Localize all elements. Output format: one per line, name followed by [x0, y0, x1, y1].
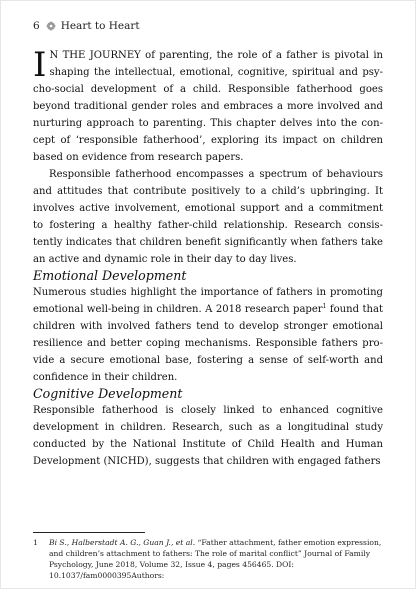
paragraph-emotional	[33, 284, 383, 386]
footnote-reference[interactable]: 1	[322, 303, 327, 310]
page-number: 6	[33, 20, 40, 32]
intro-text: of parenting, the role of a father is pivotal in shaping the intellectual, emotional, cognitive, spiritual and psycho-social development of a child. Responsible fatherhood goes beyond traditional gender roles and embraces a more involved and nurturing approach to parenting. This chapter delves into the concept of ‘responsible fatherhood’, exploring its impact on children based on evidence from research papers.	[33, 50, 384, 163]
heading-emotional-development: Emotional Development	[33, 268, 187, 283]
footnote-divider	[33, 532, 145, 533]
footnote	[33, 537, 388, 581]
paragraph-cognitive: Responsible fatherhood is closely linked to enhanced cognitive development in children. Research, such as a longitudinal study conducted by the National Institute of Child Health and Human Development (NICHD), suggests that children with engaged fathers	[33, 405, 383, 467]
body-text	[33, 47, 383, 470]
heading-cognitive-development: Cognitive Development	[33, 386, 183, 401]
drop-cap: I	[33, 45, 47, 85]
footnote-number: 1	[33, 538, 38, 547]
intro-smallcaps: N THE JOURNEY	[49, 50, 141, 61]
footnote-text	[49, 537, 388, 581]
paragraph-2: Responsible fatherhood encompasses a spectrum of behaviours and attitudes that contribute positively to a child’s upbringing. It involves active involvement, emotional support and a commitment to fostering a healthy father-child relationship. Research consistently indicates that children benefit significantly when fathers take an active and dynamic role in their day to day lives.	[33, 169, 383, 265]
emotional-text-b: found that children with involved fathers tend to develop stronger emotional resilience and better coping mechanisms. Responsible fathers provide a secure emotional base, fostering a sense of self-worth and confidence in their children.	[33, 304, 383, 383]
emotional-text-a: Numerous studies highlight the importance of fathers in promoting emotional well-being in children. A 2018 research paper	[33, 287, 383, 315]
flower-ornament-icon	[46, 21, 56, 31]
intro-paragraph	[33, 47, 383, 166]
running-header	[33, 19, 140, 33]
book-title: Heart to Heart	[60, 20, 140, 32]
footnote-authors: Bi S., Halberstadt A. G., Guan J., et al.	[49, 538, 196, 547]
footnote-citation: “Father attachment, father emotion expression, and children’s attachment to fathers: The role of marital conflict” Journal of Family Psychology, June 2018, Volume 32, Issue 4, pages 456465. DOI: 10.1037/fam0000395Authors:	[49, 538, 382, 580]
